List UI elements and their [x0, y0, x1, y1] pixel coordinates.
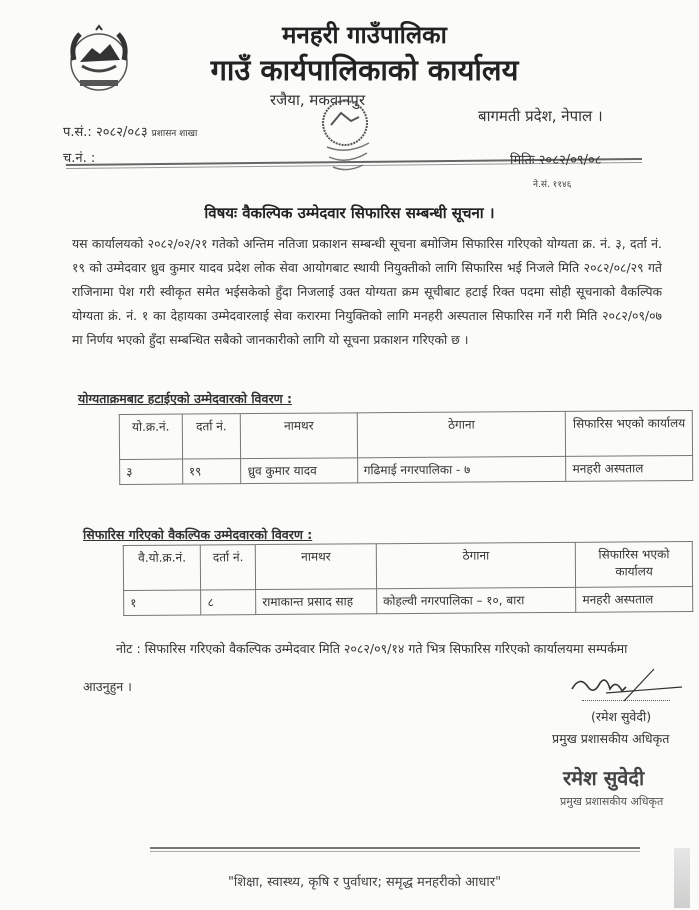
dispatch-number: च.नं. :	[63, 151, 96, 166]
signature-line	[582, 700, 670, 701]
footer-divider	[150, 847, 640, 849]
province-label: बागमती प्रदेश, नेपाल ।	[478, 107, 603, 125]
recommended-candidate-table	[123, 541, 693, 616]
table-cell: मनहरी अस्पताल	[576, 587, 693, 613]
note-line-1: नोट : सिफारिस गरिएको वैकल्पिक उम्मेदवार मिति २०८२/०९/१४ गते भित्र सिफारिस गरिएको कार्यालयमा सम्पर्कमा	[116, 641, 628, 656]
table-cell: १९	[182, 459, 241, 484]
footer-motto: "शिक्षा, स्वास्थ्य, कृषि र पुर्वाधार; समृद्ध मनहरीको आधार"	[227, 875, 502, 890]
document-date: मितिः २०८२/०९/०८	[510, 153, 602, 168]
removed-candidate-table	[119, 410, 693, 485]
column-header: नामथर	[241, 413, 358, 459]
table-row	[124, 587, 693, 616]
column-header: सिफारिस भएको कार्यालय	[576, 542, 693, 588]
column-header: दर्ता नं.	[201, 545, 256, 590]
table-cell: ३	[120, 459, 183, 484]
column-header: नामथर	[255, 544, 376, 590]
table-header-row	[119, 411, 692, 460]
reference-label: प.सं.: २०८२/०८३	[63, 125, 148, 140]
column-header: वै.यो.क्र.नं.	[123, 545, 201, 591]
table-cell: मनहरी अस्पताल	[566, 455, 693, 481]
table-row	[120, 455, 693, 484]
removed-candidate-heading: योग्यताक्रमबाट हटाईएको उम्मेदवारको विवरण :	[78, 391, 292, 406]
recommended-candidate-heading: सिफारिस गरिएको वैकल्पिक उम्मेदवारको विवरण :	[83, 527, 313, 542]
reference-branch: प्रशासन शाखा	[151, 129, 198, 139]
column-header: यो.क्र.नं.	[119, 414, 182, 459]
column-header: दर्ता नं.	[182, 414, 241, 459]
signatory-name: (रमेश सुवेदी)	[591, 709, 652, 724]
table-cell: रामाकान्त प्रसाद साह	[256, 589, 377, 615]
notice-subject: विषयः वैकल्पिक उम्मेदवार सिफारिस सम्बन्धी सूचना ।	[204, 204, 495, 222]
notice-body: यस कार्यालयको २०८२/०२/२१ गतेको अन्तिम नतिजा प्रकाशन सम्बन्धी सूचना बमोजिम सिफारिस गरिएको योग्यता क्र. नं. ३, दर्ता नं. १९ को उम्मेदवार ध्रुव कुमार यादव प्रदेश लोक सेवा आयोगबाट स्थायी नियुक्तीको लागि सिफारिस भई निजले मिति २०८२/०८/२९ गते राजिनामा पेश गरी स्वीकृत समेत भईसकेको हुँदा निजलाई उक्त योग्यता क्रम सूचीबाट हटाई रिक्त पदमा सोही सूचनाको वैकल्पिक योग्यता क्रं. नं. १ का देहायका उम्मेदवारलाई सेवा करारमा नियुक्तिको लागि मनहरी अस्पताल सिफारिस गर्ने गरी मिति २०८२/०९/०७ मा निर्णय भएको हुँदा सम्बन्धित सबैको जानकारीको लागि यो सूचना प्रकाशन गरिएको छ ।	[72, 236, 662, 347]
table-cell: कोहल्वी नगरपालिका – १०, बारा	[377, 587, 576, 613]
column-header: ठेगाना	[376, 542, 576, 588]
office-stamp-icon	[307, 95, 387, 175]
table-cell: १	[124, 590, 202, 616]
table-cell: ८	[201, 590, 256, 615]
footer-divider-thin	[150, 851, 640, 852]
name-stamp: रमेश सुवेदी	[563, 766, 645, 790]
note-line-2: आउनुहुन ।	[83, 679, 132, 694]
signature-icon	[566, 665, 686, 705]
signatory-title: प्रमुख प्रशासकीय अधिकृत	[552, 731, 670, 746]
column-header: ठेगाना	[357, 411, 566, 457]
reference-number	[63, 122, 197, 140]
scan-smudge	[674, 848, 690, 908]
office-name: गाउँ कार्यपालिकाको कार्यालय	[210, 53, 519, 87]
municipality-name: मनहरी गाउँपालिका	[282, 21, 447, 49]
title-stamp: प्रमुख प्रशासकीय अधिकृत	[560, 795, 664, 808]
nepal-sambat: ने.सं. ११४६	[533, 180, 572, 190]
table-cell: गढिमाई नगरपालिका - ७	[357, 456, 566, 482]
column-header: सिफारिस भएको कार्यालय	[566, 411, 693, 457]
table-header-row	[123, 542, 692, 591]
office-address: रजैया, मकवानपुर	[270, 91, 366, 109]
table-cell: ध्रुव कुमार यादव	[241, 458, 357, 484]
